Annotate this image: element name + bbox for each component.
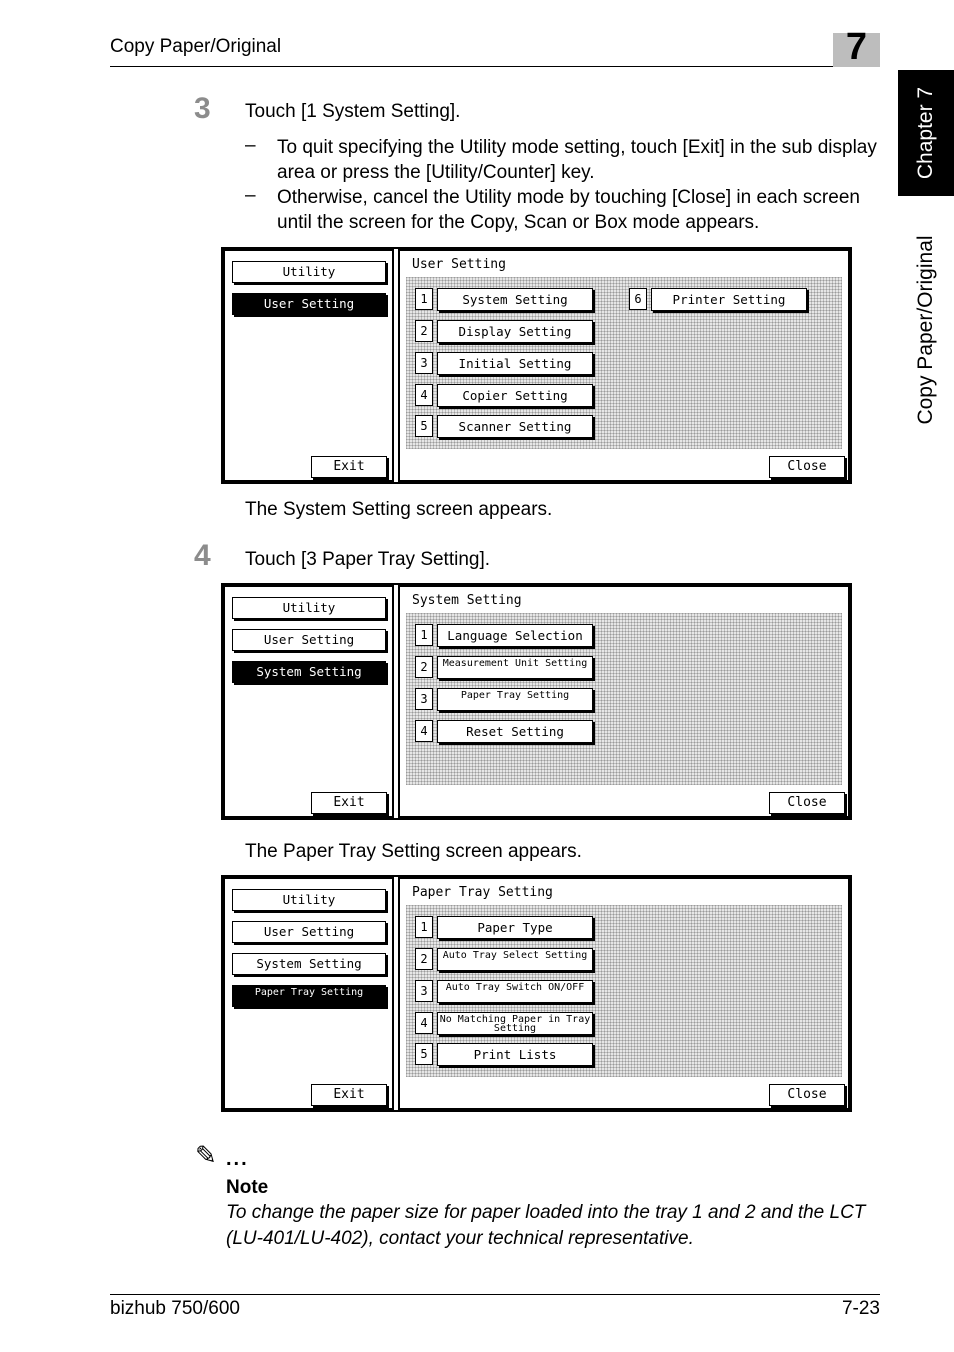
reset-setting-button[interactable]: Reset Setting [437, 720, 593, 743]
right-content-panel [398, 585, 850, 818]
option-number: 2 [415, 948, 433, 970]
step-number-4: 4 [194, 539, 211, 572]
step-4-result: The Paper Tray Setting screen appears. [245, 841, 582, 862]
option-number: 4 [415, 1012, 433, 1034]
exit-button[interactable]: Exit [311, 456, 387, 478]
bullet-dash: – [245, 135, 256, 156]
option-number: 1 [415, 288, 433, 310]
auto-tray-select-setting-button[interactable]: Auto Tray Select Setting [437, 948, 593, 971]
copier-setting-button[interactable]: Copier Setting [437, 384, 593, 407]
screen-title: System Setting [412, 593, 522, 608]
menu-utility[interactable]: Utility [232, 261, 386, 283]
footer-page-number: 7-23 [841, 1298, 880, 1319]
step-3-bullet-1: To quit specifying the Utility mode setting, touch [Exit] in the sub display area or press the [Utility/Counter] key. [277, 137, 877, 183]
left-menu-panel [223, 249, 394, 482]
option-number: 5 [415, 415, 433, 437]
printer-setting-button[interactable]: Printer Setting [651, 288, 807, 311]
bullet-dash: – [245, 185, 256, 206]
right-content-panel [398, 877, 850, 1110]
system-setting-screen [221, 583, 852, 820]
step-number-3: 3 [194, 92, 211, 125]
menu-user-setting[interactable]: User Setting [232, 921, 386, 943]
left-menu-panel [223, 877, 394, 1110]
auto-tray-switch-button[interactable]: Auto Tray Switch ON/OFF [437, 980, 593, 1003]
menu-utility[interactable]: Utility [232, 889, 386, 911]
option-number: 6 [629, 288, 647, 310]
side-chapter-label: Chapter 7 [914, 86, 937, 180]
footer-rule [110, 1294, 880, 1295]
exit-button[interactable]: Exit [311, 792, 387, 814]
option-number: 4 [415, 384, 433, 406]
menu-paper-tray-setting[interactable]: Paper Tray Setting [232, 985, 386, 1007]
close-button[interactable]: Close [769, 792, 845, 814]
step-3-result: The System Setting screen appears. [245, 499, 553, 520]
option-number: 3 [415, 352, 433, 374]
paper-tray-setting-button[interactable]: Paper Tray Setting [437, 688, 593, 711]
header-rule [110, 66, 880, 67]
user-setting-screen [221, 247, 852, 484]
option-number: 3 [415, 688, 433, 710]
right-content-panel [398, 249, 850, 482]
system-setting-button[interactable]: System Setting [437, 288, 593, 311]
note-label: Note [226, 1177, 269, 1198]
close-button[interactable]: Close [769, 456, 845, 478]
side-section-label: Copy Paper/Original [914, 235, 937, 425]
step-4-instruction: Touch [3 Paper Tray Setting]. [245, 549, 491, 570]
exit-button[interactable]: Exit [311, 1084, 387, 1106]
option-number: 1 [415, 624, 433, 646]
menu-system-setting[interactable]: System Setting [232, 953, 386, 975]
note-dots: ... [226, 1148, 249, 1170]
step-3-bullet-2: Otherwise, cancel the Utility mode by touching [Close] in each screen until the screen for the Copy, Scan or Box mode appears. [277, 187, 860, 233]
close-button[interactable]: Close [769, 1084, 845, 1106]
option-number: 4 [415, 720, 433, 742]
chapter-number: 7 [845, 26, 868, 68]
step-3-instruction: Touch [1 System Setting]. [245, 101, 461, 122]
option-number: 2 [415, 320, 433, 342]
menu-user-setting[interactable]: User Setting [232, 293, 386, 315]
option-number: 2 [415, 656, 433, 678]
option-number: 3 [415, 980, 433, 1002]
no-matching-paper-button[interactable]: No Matching Paper in Tray Setting [437, 1012, 593, 1035]
option-number: 1 [415, 916, 433, 938]
option-number: 5 [415, 1043, 433, 1065]
screen-title: Paper Tray Setting [412, 885, 553, 900]
menu-user-setting[interactable]: User Setting [232, 629, 386, 651]
note-text: To change the paper size for paper loaded into the tray 1 and 2 and the LCT (LU-401/LU-402), contact your technical representative. [226, 1202, 866, 1249]
measurement-unit-setting-button[interactable]: Measurement Unit Setting [437, 656, 593, 679]
paper-tray-setting-screen [221, 875, 852, 1112]
pencil-icon: ✎ [195, 1140, 217, 1170]
initial-setting-button[interactable]: Initial Setting [437, 352, 593, 375]
screen-title: User Setting [412, 257, 506, 272]
footer-model: bizhub 750/600 [110, 1298, 240, 1319]
scanner-setting-button[interactable]: Scanner Setting [437, 415, 593, 438]
paper-type-button[interactable]: Paper Type [437, 916, 593, 939]
running-header-title: Copy Paper/Original [110, 36, 282, 57]
menu-utility[interactable]: Utility [232, 597, 386, 619]
menu-system-setting[interactable]: System Setting [232, 661, 386, 683]
left-menu-panel [223, 585, 394, 818]
print-lists-button[interactable]: Print Lists [437, 1043, 593, 1066]
language-selection-button[interactable]: Language Selection [437, 624, 593, 647]
display-setting-button[interactable]: Display Setting [437, 320, 593, 343]
